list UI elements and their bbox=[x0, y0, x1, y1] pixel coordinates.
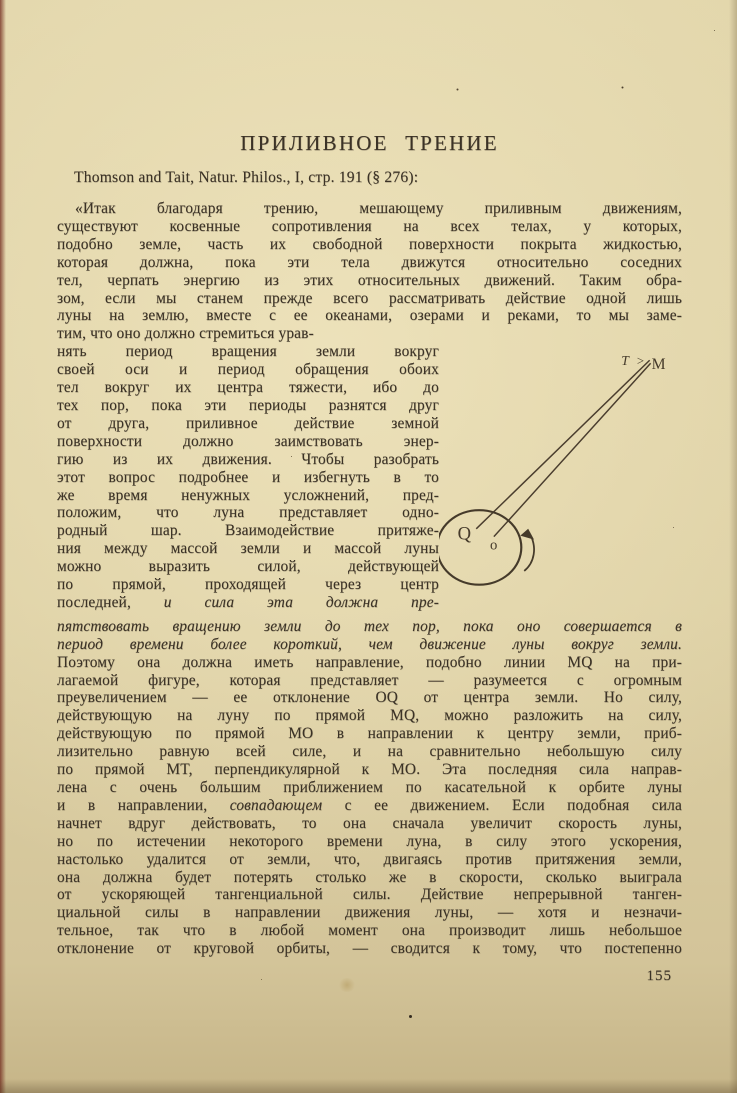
text-line: «Итак благодаря трению, мешающему приливным движениям, bbox=[75, 200, 682, 217]
figure-diagram bbox=[439, 345, 682, 597]
text-line: по прямой MT, перпендикулярной к MO. Эта последняя сила направ- bbox=[57, 761, 682, 779]
text-line: тел вокруг их центра тяжести, ибо до bbox=[57, 379, 439, 397]
text-line: пятствовать вращению земли до тех пор, пока оно совершается в bbox=[57, 617, 682, 635]
label-O: o bbox=[489, 537, 498, 554]
text-line: от ускоряющей тангенциальной силы. Действие непрерывной танген- bbox=[57, 886, 682, 904]
page-title: ПРИЛИВНОЕ ТРЕНИЕ bbox=[240, 131, 499, 155]
text-line: тельное, так что в любой момент она производит лишь небольшое bbox=[57, 922, 682, 940]
earth-circle bbox=[439, 511, 521, 585]
text-and-figure-row bbox=[57, 325, 682, 612]
rotation-arrowhead-icon bbox=[520, 529, 534, 540]
text-line: своей оси и период обращения обоих bbox=[57, 361, 439, 379]
text-line: она должна будет потерять столько же в скорости, сколько выиграла bbox=[57, 868, 682, 886]
text-line: подобно земле, часть их свободной поверхности покрыта жидкостью, bbox=[57, 235, 682, 253]
direction-arrowhead-icon: > bbox=[636, 354, 645, 369]
text-line: положим, что луна представляет одно- bbox=[57, 504, 439, 522]
text-line: циальной силы в направлении движения луны, — хотя и незначи- bbox=[57, 904, 682, 922]
text-line: лагаемой фигуре, которая представляет — разумеется с огромным bbox=[57, 671, 682, 689]
text-line: и в направлении, совпадающем с ее движением. Если подобная сила bbox=[57, 796, 682, 814]
line-MQ bbox=[476, 361, 649, 530]
text-line: но по истечении некоторого времени луна, в силу этого ускорения, bbox=[57, 832, 682, 850]
page-bottom-edge bbox=[0, 1079, 737, 1093]
text-line: тим, что оно должно стремиться урав- bbox=[57, 325, 314, 343]
text-line: начнет вдруг действовать, то она сначала увеличит скорость луны, bbox=[57, 814, 682, 832]
paragraph-block-narrow bbox=[57, 325, 439, 612]
text-line: тех пор, пока эти периоды разнятся друг bbox=[57, 396, 439, 414]
paragraph-block-top bbox=[57, 200, 682, 325]
text-line: которая должна, пока эти тела движутся относительно соседних bbox=[57, 253, 682, 271]
text-line: этот вопрос подробнее и избегнуть в то bbox=[57, 468, 439, 486]
text-line: период времени более короткий, чем движение луны вокруг земли. bbox=[57, 635, 682, 653]
text-line: гию из их движения. Чтобы разобрать bbox=[57, 450, 439, 468]
paragraph-block-bottom bbox=[57, 618, 682, 958]
text-line: луны на землю, вместе с ее океанами, озерами и реками, то мы заме- bbox=[57, 307, 682, 325]
text-line: по прямой, проходящей через центр bbox=[57, 576, 439, 594]
paper-specks bbox=[409, 1015, 412, 1018]
text-line: тел, черпать энергию из этих относительных движений. Таким обра- bbox=[57, 271, 682, 289]
text-line: поверхности должно заимствовать энер- bbox=[57, 432, 439, 450]
text-line: родный шар. Взаимодействие притяже- bbox=[57, 522, 439, 540]
text-line: Поэтому она должна иметь направление, подобно линии MQ на при- bbox=[57, 653, 682, 671]
tidal-friction-figure bbox=[439, 345, 682, 597]
line-MO bbox=[494, 364, 651, 537]
text-line: лизительно равную всей силе, и на сравнительно небольшую силу bbox=[57, 743, 682, 761]
text-line: от друга, приливное действие земной bbox=[57, 414, 439, 432]
citation-line: Thomson and Tait, Natur. Philos., I, стр. 191 (§ 276): bbox=[74, 169, 419, 186]
text-line: ния между массой земли и массой луны bbox=[57, 540, 439, 558]
text-line: можно выразить силой, действующей bbox=[57, 558, 439, 576]
label-T: T bbox=[621, 353, 629, 369]
text-line: последней, и сила эта должна пре- bbox=[57, 593, 440, 611]
text-line: нять период вращения земли вокруг bbox=[57, 343, 439, 361]
text-line: же время ненужных усложнений, пред- bbox=[57, 486, 439, 504]
text-line: зом, если мы станем прежде всего рассматривать действие одной лишь bbox=[57, 289, 682, 307]
text-line: отклонение от круговой орбиты, — сводится к тому, что постепенно bbox=[57, 940, 682, 958]
text-line: преувеличением — ее отклонение OQ от центра земли. Но силу, bbox=[57, 689, 682, 707]
label-M: M bbox=[651, 356, 666, 374]
text-line: настолько удалится от земли, что, двигаясь против притяжения земли, bbox=[57, 850, 682, 868]
label-Q: Q bbox=[457, 523, 472, 545]
text-line: действующую по прямой MO в направлении к центру земли, приб- bbox=[57, 725, 682, 743]
text-line: действующую на луну по прямой MQ, можно разложить на силу, bbox=[57, 707, 682, 725]
page-number: 155 bbox=[646, 968, 672, 985]
text-line: существуют косвенные сопротивления на всех телах, у которых, bbox=[57, 217, 682, 235]
text-line: лена с очень большим приближением по касательной к орбите луны bbox=[57, 779, 682, 796]
